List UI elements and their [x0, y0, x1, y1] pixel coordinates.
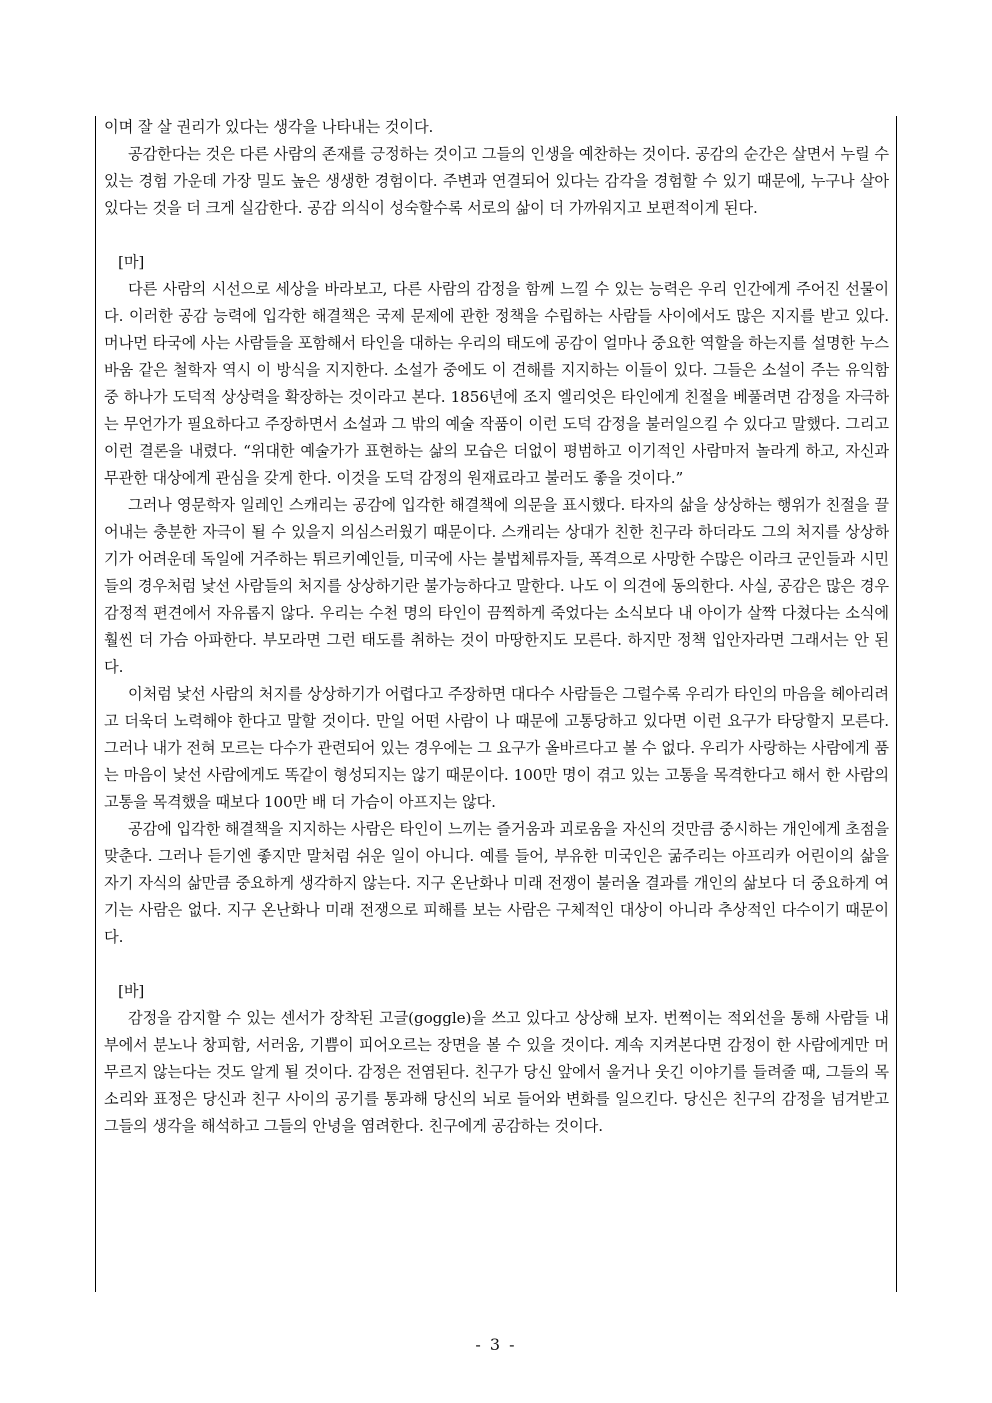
paragraph: 감정을 감지할 수 있는 센서가 장착된 고글(goggle)을 쓰고 있다고 상상해 보자. 번쩍이는 적외선을 통해 사람들 내부에서 분노나 창피함, 서러움, 기쁨이 피어오르는 장면을 볼 수 있을 것이다. 계속 지켜본다면 감정이 한 사람에게만 머무르지 않는다는 것도 알게 될 것이다. 감정은 전염된다. 친구가 당신 앞에서 울거나 웃긴 이야기를 들려줄 때, 그들의 목소리와 표정은 당신과 친구 사이의 공기를 통과해 당신의 뇌로 들어와 변화를 일으킨다. 당신은 친구의 감정을 넘겨받고 그들의 생각을 해석하고 그들의 안녕을 염려한다. 친구에게 공감하는 것이다. [104, 1009, 889, 1135]
paragraph: 다른 사람의 시선으로 세상을 바라보고, 다른 사람의 감정을 함께 느낄 수 있는 능력은 우리 인간에게 주어진 선물이다. 이러한 공감 능력에 입각한 해결책은 국제 문제에 관한 정책을 수립하는 사람들 사이에서도 많은 지지를 받고 있다. 머나먼 타국에 사는 사람들을 포함해서 타인을 대하는 우리의 태도에 공감이 얼마나 중요한 역할을 하는지를 설명한 누스바움 같은 철학자 역시 이 방식을 지지한다. 소설가 중에도 이 견해를 지지하는 이들이 있다. 그들은 소설이 주는 유익함 중 하나가 도덕적 상상력을 확장하는 것이라고 본다. 1856년에 조지 엘리엇은 타인에게 친절을 베풀려면 감정을 자극하는 무언가가 필요하다고 주장하면서 소설과 그 밖의 예술 작품이 이런 도덕 감정을 불러일으킬 수 있다고 말했다. 그리고 이런 결론을 내렸다. “위대한 예술가가 표현하는 삶의 모습은 더없이 평범하고 이기적인 사람마저 놀라게 하고, 자신과 무관한 대상에게 관심을 갖게 한다. 이것을 도덕 감정의 원재료라고 불러도 좋을 것이다.” [104, 280, 889, 487]
paragraph: 이처럼 낯선 사람의 처지를 상상하기가 어렵다고 주장하면 대다수 사람들은 그럴수록 우리가 타인의 마음을 헤아리려고 더욱더 노력해야 한다고 말할 것이다. 만일 어떤 사람이 나 때문에 고통당하고 있다면 이런 요구가 타당할지 모른다. 그러나 내가 전혀 모르는 다수가 관련되어 있는 경우에는 그 요구가 올바르다고 볼 수 없다. 우리가 사랑하는 사람에게 품는 마음이 낯선 사람에게도 똑같이 형성되지는 않기 때문이다. 100만 명이 겪고 있는 고통을 목격한다고 해서 한 사람의 고통을 목격했을 때보다 100만 배 더 가슴이 아프지는 않다. [104, 685, 889, 811]
document-body [104, 114, 889, 1140]
paragraph: 공감한다는 것은 다른 사람의 존재를 긍정하는 것이고 그들의 인생을 예찬하는 것이다. 공감의 순간은 살면서 누릴 수 있는 경험 가운데 가장 밀도 높은 생생한 경험이다. 주변과 연결되어 있다는 감각을 경험할 수 있기 때문에, 누구나 살아 있다는 것을 더 크게 실감한다. 공감 의식이 성숙할수록 서로의 삶이 더 가까워지고 보편적이게 된다. [104, 145, 889, 217]
paragraph: 그러나 영문학자 일레인 스캐리는 공감에 입각한 해결책에 의문을 표시했다. 타자의 삶을 상상하는 행위가 친절을 끌어내는 충분한 자극이 될 수 있을지 의심스러웠기 때문이다. 스캐리는 상대가 친한 친구라 하더라도 그의 처지를 상상하기가 어려운데 독일에 거주하는 튀르키예인들, 미국에 사는 불법체류자들, 폭격으로 사망한 수많은 이라크 군인들과 시민들의 경우처럼 낯선 사람들의 처지를 상상하기란 불가능하다고 말한다. 나도 이 의견에 동의한다. 사실, 공감은 많은 경우 감정적 편견에서 자유롭지 않다. 우리는 수천 명의 타인이 끔찍하게 죽었다는 소식보다 내 아이가 살짝 다쳤다는 소식에 훨씬 더 가슴 아파한다. 부모라면 그런 태도를 취하는 것이 마땅한지도 모른다. 하지만 정책 입안자라면 그래서는 안 된다. [104, 496, 889, 676]
page-number: - 3 - [475, 1335, 517, 1354]
paragraph: 공감에 입각한 해결책을 지지하는 사람은 타인이 느끼는 즐거움과 괴로움을 자신의 것만큼 중시하는 개인에게 초점을 맞춘다. 그러나 듣기엔 좋지만 말처럼 쉬운 일이 아니다. 예를 들어, 부유한 미국인은 굶주리는 아프리카 어린이의 삶을 자기 자식의 삶만큼 중요하게 생각하지 않는다. 지구 온난화나 미래 전쟁이 불러올 결과를 개인의 삶보다 더 중요하게 여기는 사람은 없다. 지구 온난화나 미래 전쟁으로 피해를 보는 사람은 구체적인 대상이 아니라 추상적인 다수이기 때문이다. [104, 820, 889, 946]
section-heading-ma: [마] [118, 253, 145, 271]
spacer [104, 222, 889, 249]
section-heading-ba: [바] [118, 982, 145, 1000]
paragraph-continuation: 이며 잘 살 권리가 있다는 생각을 나타내는 것이다. [104, 118, 434, 136]
spacer [104, 951, 889, 978]
